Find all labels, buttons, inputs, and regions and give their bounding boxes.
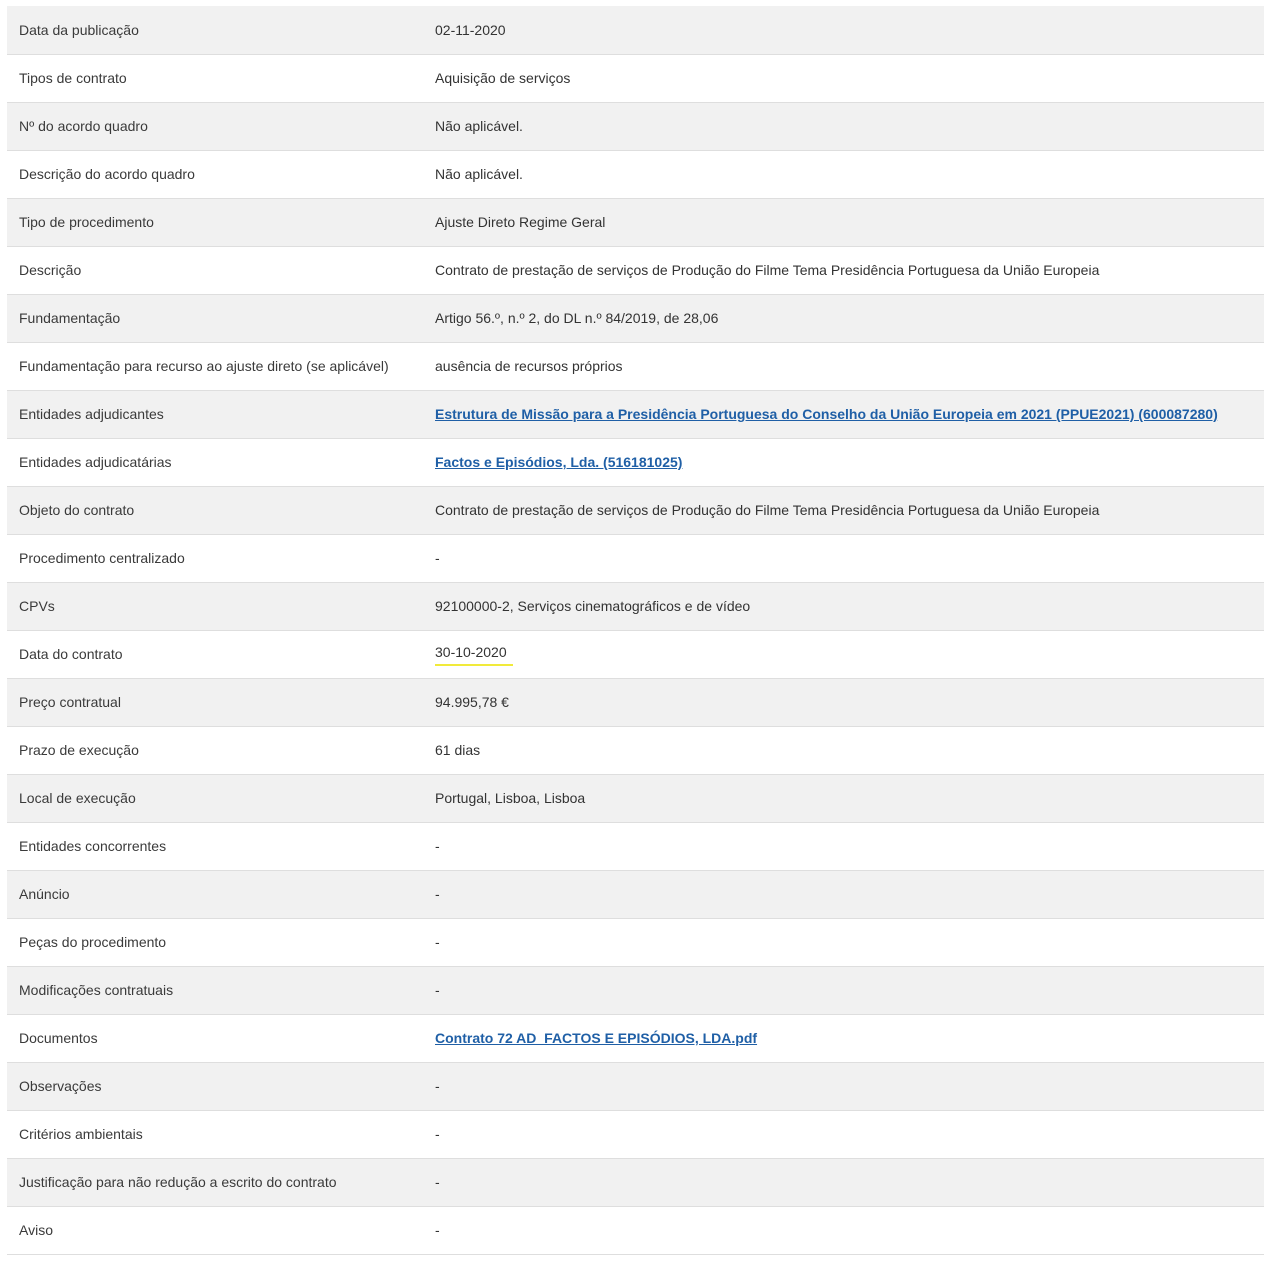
row-value: 94.995,78 € [435,678,1264,726]
row-value: 02-11-2020 [435,6,1264,54]
row-label: CPVs [7,582,435,630]
row-anuncio [7,870,1264,918]
row-value [435,390,1264,438]
row-label: Objeto do contrato [7,486,435,534]
row-label: Data da publicação [7,6,435,54]
row-procedimento-centralizado [7,534,1264,582]
row-label: Peças do procedimento [7,918,435,966]
row-entidades-concorrentes [7,822,1264,870]
row-label: Nº do acordo quadro [7,102,435,150]
row-label: Preço contratual [7,678,435,726]
row-label: Documentos [7,1014,435,1062]
row-value: Ajuste Direto Regime Geral [435,198,1264,246]
entidade-adjudicataria-link[interactable]: Factos e Episódios, Lda. (516181025) [435,454,683,470]
row-label: Justificação para não redução a escrito do contrato [7,1158,435,1206]
row-label: Procedimento centralizado [7,534,435,582]
row-tipos-contrato [7,54,1264,102]
row-data-contrato [7,630,1264,678]
row-label: Descrição do acordo quadro [7,150,435,198]
row-value: Não aplicável. [435,150,1264,198]
row-pecas-procedimento [7,918,1264,966]
row-value: 61 dias [435,726,1264,774]
row-label: Entidades adjudicatárias [7,438,435,486]
row-fundamentacao [7,294,1264,342]
row-label: Descrição [7,246,435,294]
row-value [435,438,1264,486]
row-value: - [435,918,1264,966]
document-pdf-link[interactable]: Contrato 72 AD_FACTOS E EPISÓDIOS, LDA.pdf [435,1030,758,1046]
row-value: Contrato de prestação de serviços de Produção do Filme Tema Presidência Portuguesa da União Europeia [435,246,1264,294]
row-value: - [435,1158,1264,1206]
row-value: - [435,1206,1264,1254]
row-value: - [435,1110,1264,1158]
row-value: - [435,534,1264,582]
row-value: Artigo 56.º, n.º 2, do DL n.º 84/2019, de 28,06 [435,294,1264,342]
row-numero-acordo-quadro [7,102,1264,150]
row-descricao [7,246,1264,294]
row-label: Data do contrato [7,630,435,678]
row-value: ausência de recursos próprios [435,342,1264,390]
row-tipo-procedimento [7,198,1264,246]
row-documentos [7,1014,1264,1062]
row-value: - [435,966,1264,1014]
row-label: Prazo de execução [7,726,435,774]
row-label: Local de execução [7,774,435,822]
row-observacoes [7,1062,1264,1110]
row-value [435,630,1264,678]
row-fundamentacao-ajuste-direto [7,342,1264,390]
row-value: - [435,1062,1264,1110]
row-label: Anúncio [7,870,435,918]
row-modificacoes-contratuais [7,966,1264,1014]
row-value: - [435,870,1264,918]
row-cpvs [7,582,1264,630]
row-descricao-acordo-quadro [7,150,1264,198]
row-criterios-ambientais [7,1110,1264,1158]
row-entidades-adjudicantes [7,390,1264,438]
row-label: Fundamentação para recurso ao ajuste direto (se aplicável) [7,342,435,390]
row-value: Não aplicável. [435,102,1264,150]
row-label: Critérios ambientais [7,1110,435,1158]
row-aviso [7,1206,1264,1254]
row-justificacao-nao-reducao [7,1158,1264,1206]
contract-details-table [7,6,1264,1255]
row-value: Portugal, Lisboa, Lisboa [435,774,1264,822]
row-label: Tipo de procedimento [7,198,435,246]
row-preco-contratual [7,678,1264,726]
row-label: Fundamentação [7,294,435,342]
row-value: 92100000-2, Serviços cinematográficos e de vídeo [435,582,1264,630]
row-label: Tipos de contrato [7,54,435,102]
row-label: Aviso [7,1206,435,1254]
row-label: Observações [7,1062,435,1110]
row-local-execucao [7,774,1264,822]
entidade-adjudicante-link[interactable]: Estrutura de Missão para a Presidência Portuguesa do Conselho da União Europeia em 2021 (PPUE2021) (600087280) [435,406,1218,422]
row-objeto-contrato [7,486,1264,534]
row-value [435,1014,1264,1062]
row-value: Aquisição de serviços [435,54,1264,102]
row-data-publicacao [7,6,1264,54]
row-entidades-adjudicatarias [7,438,1264,486]
row-value: Contrato de prestação de serviços de Produção do Filme Tema Presidência Portuguesa da União Europeia [435,486,1264,534]
row-label: Entidades adjudicantes [7,390,435,438]
row-label: Entidades concorrentes [7,822,435,870]
highlighted-contract-date: 30-10-2020 [435,643,513,666]
row-label: Modificações contratuais [7,966,435,1014]
row-prazo-execucao [7,726,1264,774]
row-value: - [435,822,1264,870]
